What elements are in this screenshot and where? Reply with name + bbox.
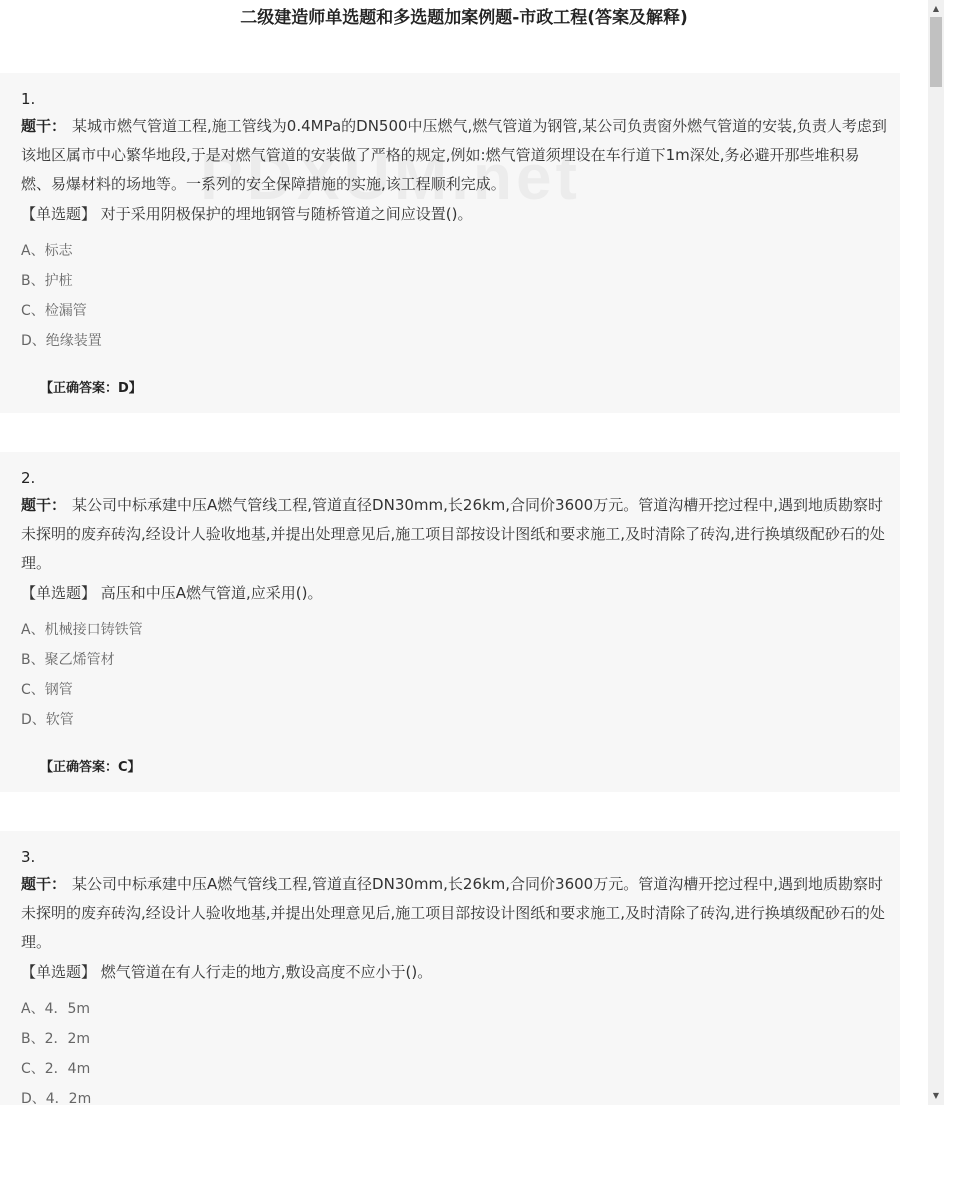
vertical-scrollbar[interactable] (928, 0, 944, 1105)
option-list (21, 994, 91, 1105)
option-a: A、标志 (21, 243, 73, 259)
option-d: D、绝缘装置 (21, 333, 102, 349)
stem-label: 题干： (21, 496, 67, 514)
question-prompt: 【单选题】 高压和中压A燃气管道,应采用()。 (21, 584, 323, 602)
option-c: C、检漏管 (21, 303, 87, 319)
option-b: B、护桩 (21, 273, 73, 289)
option-c: C、钢管 (21, 682, 73, 698)
stem-label: 题干： (21, 875, 67, 893)
correct-answer: 【正确答案：D】 (40, 381, 142, 396)
question-number: 1. (21, 90, 36, 108)
question-card-2 (0, 452, 900, 792)
option-list (21, 615, 143, 735)
question-stem (21, 870, 887, 957)
option-list (21, 236, 102, 356)
option-a: A、4．5m (21, 1001, 91, 1017)
option-d: D、软管 (21, 712, 74, 728)
stem-text: 某公司中标承建中压A燃气管线工程,管道直径DN30mm,长26km,合同价3600万元。管道沟槽开挖过程中,遇到地质勘察时未探明的废弃砖沟,经设计人验收地基,并提出处理意见后,施工项目部按设计图纸和要求施工,及时清除了砖沟,进行换填级配砂石的处理。 (21, 875, 885, 951)
option-a: A、机械接口铸铁管 (21, 622, 143, 638)
question-number: 3. (21, 848, 36, 866)
stem-label: 题干： (21, 117, 67, 135)
correct-answer: 【正确答案：C】 (40, 760, 141, 775)
scroll-up-icon[interactable]: ▲ (932, 4, 940, 13)
scroll-down-icon[interactable]: ▼ (932, 1091, 940, 1100)
question-stem (21, 491, 887, 578)
question-number: 2. (21, 469, 36, 487)
question-prompt: 【单选题】 对于采用阴极保护的埋地钢管与随桥管道之间应设置()。 (21, 205, 473, 223)
question-card-3 (0, 831, 900, 1105)
scrollbar-thumb[interactable] (930, 17, 942, 87)
stem-text: 某城市燃气管道工程,施工管线为0.4MPa的DN500中压燃气,燃气管道为钢管,某公司负责窗外燃气管道的安装,负责人考虑到该地区属市中心繁华地段,于是对燃气管道的安装做了严格的规定,例如:燃气管道须埋设在车行道下1m深处,务必避开那些堆积易燃、易爆材料的场地等。一系列的安全保障措施的实施,该工程顺利完成。 (21, 117, 887, 193)
option-b: B、聚乙烯管材 (21, 652, 115, 668)
option-b: B、2．2m (21, 1031, 91, 1047)
stem-text: 某公司中标承建中压A燃气管线工程,管道直径DN30mm,长26km,合同价3600万元。管道沟槽开挖过程中,遇到地质勘察时未探明的废弃砖沟,经设计人验收地基,并提出处理意见后,施工项目部按设计图纸和要求施工,及时清除了砖沟,进行换填级配砂石的处理。 (21, 496, 885, 572)
option-d: D、4．2m (21, 1091, 92, 1105)
question-prompt: 【单选题】 燃气管道在有人行走的地方,敷设高度不应小于()。 (21, 963, 433, 981)
page-title: 二级建造师单选题和多选题加案例题-市政工程(答案及解释) (240, 8, 688, 28)
question-stem (21, 112, 887, 199)
question-card-1 (0, 73, 900, 413)
option-c: C、2．4m (21, 1061, 91, 1077)
